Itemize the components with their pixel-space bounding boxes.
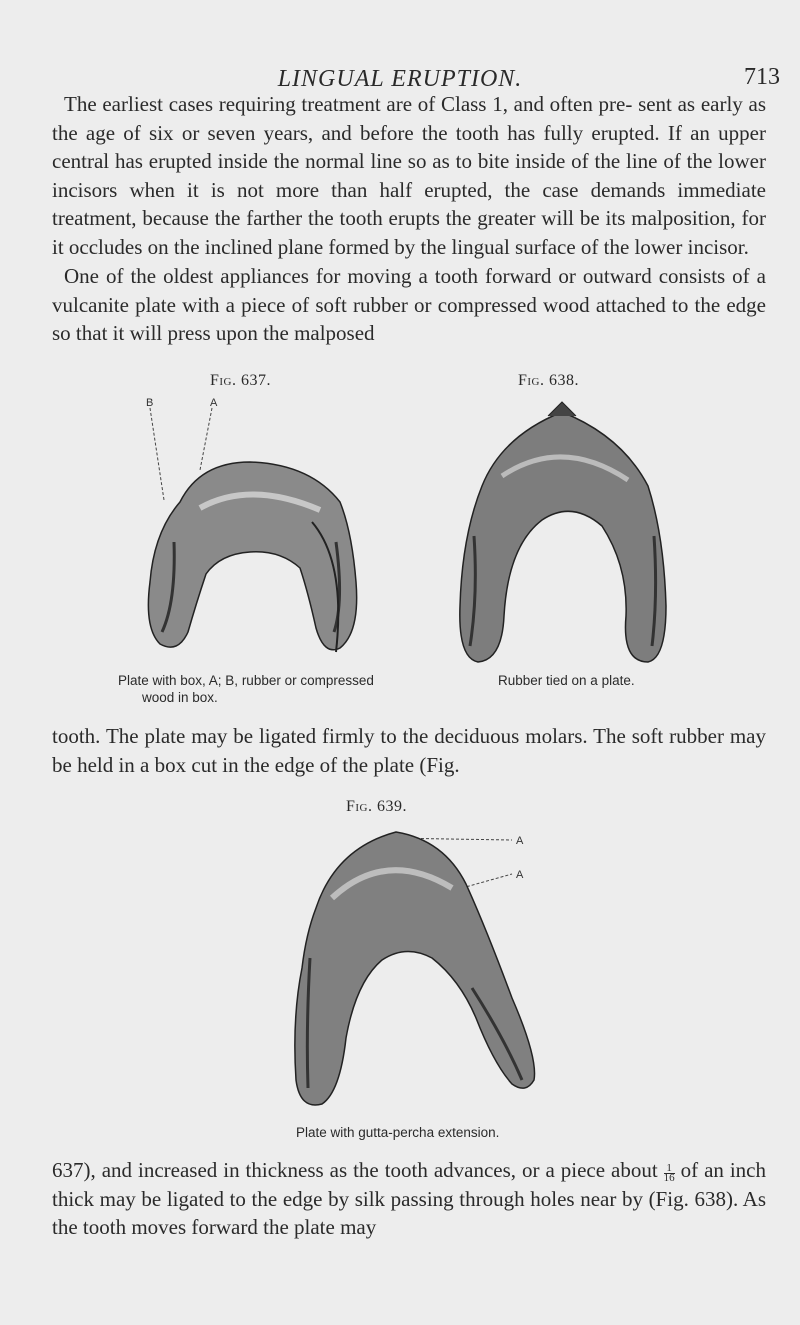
paragraph-class1 (52, 90, 766, 262)
fig-637-marker-b: B (146, 397, 154, 409)
paragraph-appliances-text: One of the oldest appliances for moving a tooth forward or outward consists of a vulcanite plate with a piece of soft rubber or compressed wood attached to the edge so that it will press upon the malposed (52, 264, 766, 346)
paragraph-ligated-text: tooth. The plate may be ligated firmly to the deciduous molars. The soft rubber may be held in a box cut in the edge of the plate (Fig. (52, 724, 766, 777)
fig-639-caption: Plate with gutta-percha extension. (296, 1125, 500, 1140)
fig-639-marker-a1: A (516, 835, 524, 847)
fig-639-illustration (276, 818, 546, 1114)
fig-637-illustration (140, 392, 380, 664)
fig-638-illustration (452, 396, 682, 666)
fig-637-marker-a: A (210, 397, 218, 409)
paragraph-thickness (52, 1156, 766, 1242)
fig-638-caption: Rubber tied on a plate. (498, 673, 635, 688)
fig-637-caption-line1: Plate with box, A; B, rubber or compressed (118, 673, 374, 688)
paragraph-ligated (52, 722, 766, 779)
paragraph-thickness-text-b: of an inch thick may be ligated to the edge by silk passing through holes near by (Fig. 638). As the tooth moves forward the plate may (52, 1158, 767, 1240)
paragraph-thickness-text-a: 637), and increased in thickness as the tooth advances, or a piece about (52, 1158, 658, 1182)
paragraph-class1-text: The earliest cases requiring treatment are of Class 1, and often pre- sent as early as the age of six or seven years, and before the tooth has fully erupted. If an upper central has erupted inside the normal line so as to bite inside of the line of the lower incisors when it is not more than half erupted, the case demands immediate treatment, because the farther the tooth erupts the greater will be its malposition, for it occludes on the inclined plane formed by the lingual surface of the lower incisor. (52, 92, 766, 259)
fig-637-label: Fig. 637. (210, 372, 272, 389)
fig-638-label: Fig. 638. (518, 372, 580, 389)
fig-637-caption-line2: wood in box. (142, 690, 218, 705)
page-number: 713 (744, 64, 780, 90)
fraction-one-sixteenth: $\frac{1}{16}$ (663, 1162, 675, 1184)
running-header: LINGUAL ERUPTION. (277, 66, 523, 92)
fig-639-label: Fig. 639. (346, 798, 408, 815)
paragraph-appliances (52, 262, 766, 348)
fig-639-marker-a2: A (516, 869, 524, 881)
